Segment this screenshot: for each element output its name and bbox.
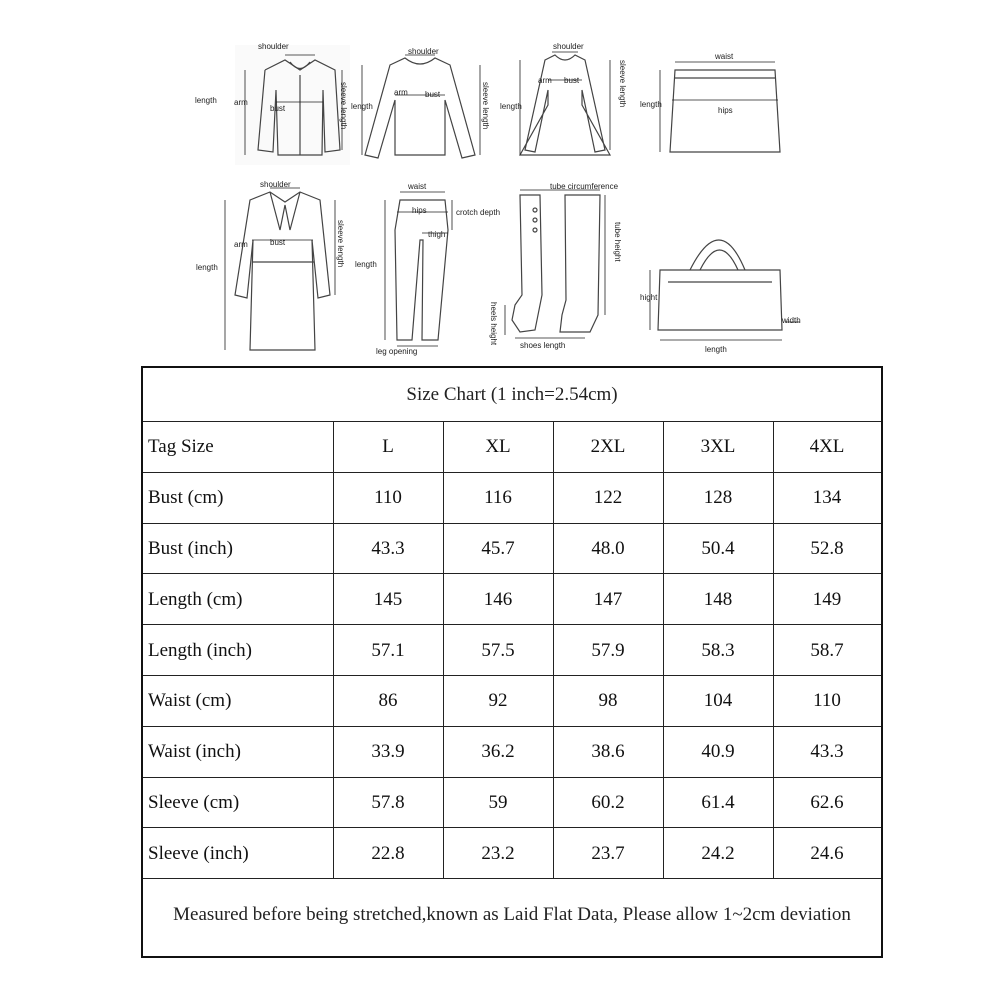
size-chart-table (141, 366, 883, 958)
bag-illustration (190, 30, 810, 360)
value-cell: 52.8 (810, 537, 844, 559)
dress-bust-label: bust (564, 76, 580, 85)
value-cell: 36.2 (481, 741, 515, 763)
skirt-length-label: length (640, 100, 662, 109)
value-cell: 57.1 (371, 639, 405, 661)
coat-bust-label: bust (270, 238, 286, 247)
column-divider (333, 421, 334, 878)
row-label: Bust (inch) (148, 537, 233, 559)
table-row (143, 523, 881, 575)
header-cell-size: 2XL (590, 436, 626, 458)
sweater-length-label: length (351, 102, 373, 111)
value-cell: 57.9 (591, 639, 625, 661)
jacket-length-label: length (195, 96, 217, 105)
coat-arm-label: arm (234, 240, 248, 249)
header-cell-size: L (382, 436, 394, 458)
value-cell: 104 (703, 690, 733, 712)
column-divider (663, 421, 664, 878)
value-cell: 148 (703, 588, 733, 610)
pants-thigh-label: thigh (428, 230, 446, 239)
value-cell: 122 (593, 487, 623, 509)
skirt-waist-label: waist (715, 52, 734, 61)
value-cell: 134 (812, 487, 842, 509)
value-cell: 145 (373, 588, 403, 610)
value-cell: 98 (598, 690, 618, 712)
bag-hight-label: hight (640, 293, 658, 302)
sweater-shoulder-label: shoulder (408, 47, 439, 56)
pants-length-label: length (355, 260, 377, 269)
row-label: Length (cm) (148, 588, 243, 610)
value-cell: 116 (484, 487, 512, 509)
table-row (143, 573, 881, 625)
boots-tube-circumference-label: tube circumference (550, 182, 619, 191)
value-cell: 57.5 (481, 639, 515, 661)
value-cell: 23.7 (591, 842, 625, 864)
jacket-shoulder-label: shoulder (258, 42, 289, 51)
value-cell: 58.3 (701, 639, 735, 661)
dress-shoulder-label: shoulder (553, 42, 584, 51)
value-cell: 24.2 (701, 842, 735, 864)
value-cell: 43.3 (371, 537, 405, 559)
measurement-note-text: Measured before being stretched,known as Laid Flat Data, Please allow 1~2cm deviation (173, 904, 851, 925)
boots-shoes-length-label: shoes length (520, 341, 566, 350)
value-cell: 60.2 (591, 791, 625, 813)
pants-hips-label: hips (412, 206, 427, 215)
coat-sleeve-label: sleeve length (336, 220, 345, 268)
value-cell: 24.6 (810, 842, 844, 864)
value-cell: 58.7 (810, 639, 844, 661)
row-label: Bust (cm) (148, 487, 224, 509)
header-row (143, 421, 881, 473)
value-cell: 149 (812, 588, 842, 610)
row-label: Sleeve (inch) (148, 842, 249, 864)
value-cell: 86 (378, 690, 398, 712)
measurement-note (143, 873, 881, 956)
value-cell: 33.9 (371, 741, 405, 763)
jacket-sleeve-label: sleeve length (339, 82, 348, 130)
value-cell: 110 (813, 690, 841, 712)
row-label: Sleeve (cm) (148, 791, 240, 813)
row-label: Waist (inch) (148, 741, 241, 763)
table-row (143, 472, 881, 524)
header-cell-size: XL (485, 436, 511, 458)
boots-tube-height-label: tube height (613, 222, 622, 262)
skirt-hips-label: hips (718, 106, 733, 115)
column-divider (553, 421, 554, 878)
coat-shoulder-label: shoulder (260, 180, 291, 189)
value-cell: 146 (483, 588, 513, 610)
value-cell: 23.2 (481, 842, 515, 864)
boots-heels-height-label: heels height (489, 302, 498, 346)
value-cell: 62.6 (810, 791, 844, 813)
header-cell-size: 3XL (700, 436, 736, 458)
row-label: Waist (cm) (148, 690, 232, 712)
value-cell: 43.3 (810, 741, 844, 763)
pants-waist-label: waist (408, 182, 427, 191)
pants-leg-opening-label: leg opening (376, 347, 418, 356)
dress-sleeve-label: sleeve length (618, 60, 627, 108)
value-cell: 50.4 (701, 537, 735, 559)
value-cell: 38.6 (591, 741, 625, 763)
table-row (143, 726, 881, 778)
value-cell: 147 (593, 588, 623, 610)
dress-arm-label: arm (538, 76, 552, 85)
sweater-bust-label: bust (425, 90, 441, 99)
table-row (143, 777, 881, 829)
header-cell-label: Tag Size (148, 436, 214, 458)
column-divider (443, 421, 444, 878)
coat-length-label: length (196, 263, 218, 272)
column-divider (773, 421, 774, 878)
value-cell: 128 (703, 487, 733, 509)
dress-length-label: length (500, 102, 522, 111)
sweater-sleeve-label: sleeve length (481, 82, 490, 130)
measurement-diagrams (190, 30, 810, 360)
bag-width-label: width (782, 316, 801, 325)
sweater-arm-label: arm (394, 88, 408, 97)
size-chart-title: Size Chart (1 inch=2.54cm) (406, 383, 618, 405)
value-cell: 110 (374, 487, 402, 509)
value-cell: 61.4 (701, 791, 735, 813)
value-cell: 92 (488, 690, 508, 712)
value-cell: 59 (488, 791, 508, 813)
row-label: Length (inch) (148, 639, 252, 661)
value-cell: 45.7 (481, 537, 515, 559)
value-cell: 40.9 (701, 741, 735, 763)
table-row (143, 624, 881, 676)
pants-crotch-label: crotch depth (456, 208, 501, 217)
bag-length-label: length (705, 345, 727, 354)
jacket-bust-label: bust (270, 104, 286, 113)
value-cell: 22.8 (371, 842, 405, 864)
table-row (143, 827, 881, 879)
table-row (143, 675, 881, 727)
value-cell: 57.8 (371, 791, 405, 813)
value-cell: 48.0 (591, 537, 625, 559)
jacket-arm-label: arm (234, 98, 248, 107)
header-cell-size: 4XL (809, 436, 845, 458)
